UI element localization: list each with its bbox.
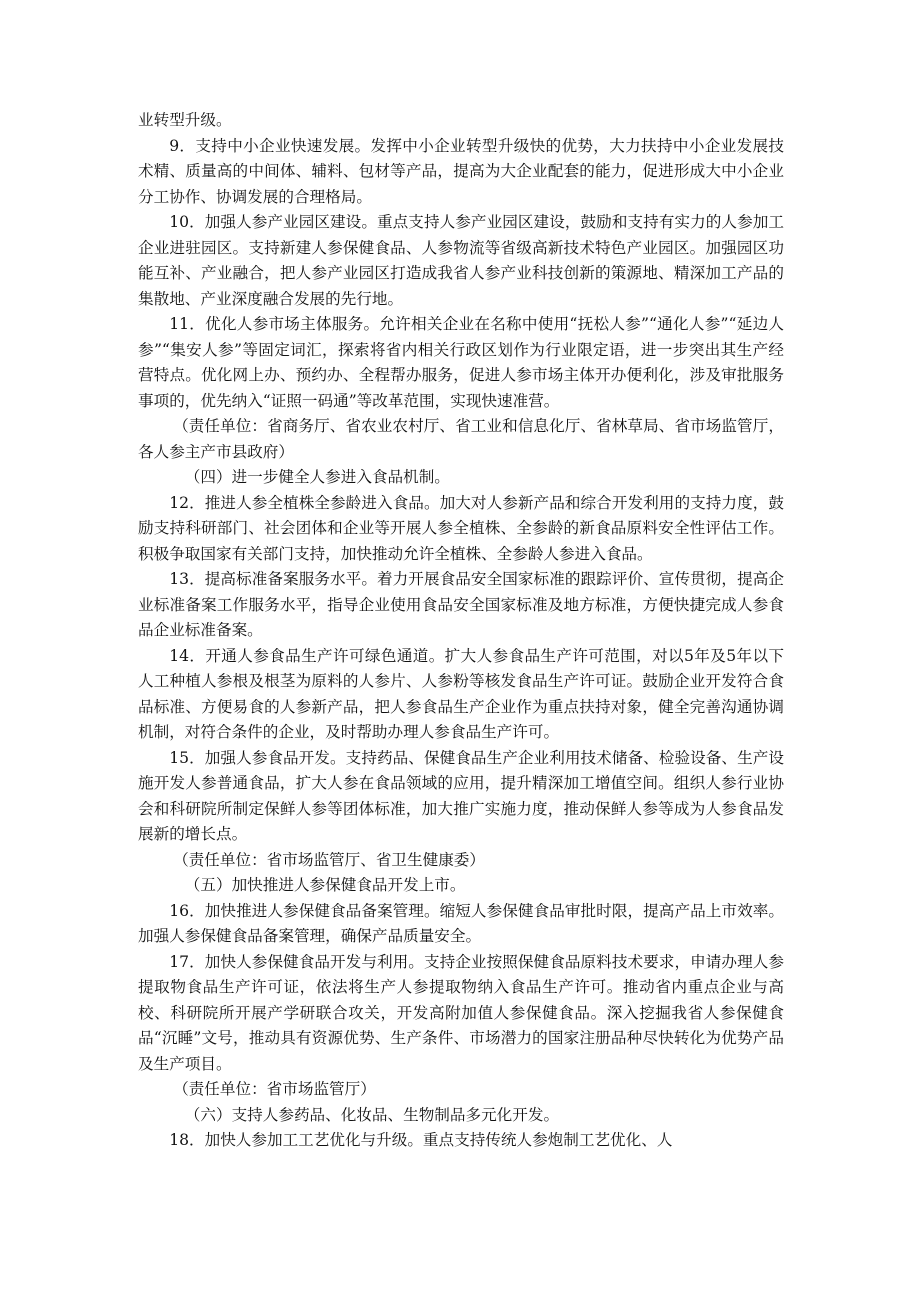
item-14: 14．开通人参食品生产许可绿色通道。扩大人参食品生产许可范围，对以5年及5年以下人工种植人参根及根茎为原料的人参片、人参粉等核发食品生产许可证。鼓励企业开发符合食品标准、方便易食的人参新产品，把人参食品生产企业作为重点扶持对象，健全完善沟通协调机制，对符合条件的企业，及时帮助办理人参食品生产许可。 [138, 646, 784, 741]
item-13: 13．提高标准备案服务水平。着力开展食品安全国家标准的跟踪评价、宣传贯彻，提高企业标准备案工作服务水平，指导企业使用食品安全国家标准及地方标准，方便快捷完成人参食品企业标准备案。 [138, 570, 784, 639]
section-heading-6: （六）支持人参药品、化妆品、生物制品多元化开发。 [184, 1105, 560, 1124]
responsible-units-2: （责任单位：省市场监管厅、省卫生健康委） [173, 850, 485, 869]
responsible-units-1: （责任单位：省商务厅、省农业农村厅、省工业和信息化厅、省林草局、省市场监管厅，各人参主产市县政府） [138, 417, 784, 461]
item-17: 17．加快人参保健食品开发与利用。支持企业按照保健食品原料技术要求，申请办理人参提取物食品生产许可证，依法将生产人参提取物纳入食品生产许可。推动省内重点企业与高校、科研院所开展产学研联合攻关，开发高附加值人参保健食品。深入挖掘我省人参保健食品“沉睡”文号，推动具有资源优势、生产条件、市场潜力的国家注册品种尽快转化为优势产品及生产项目。 [138, 952, 784, 1073]
item-12: 12．推进人参全植株全参龄进入食品。加大对人参新产品和综合开发利用的支持力度，鼓励支持科研部门、社会团体和企业等开展人参全植株、全参龄的新食品原料安全性评估工作。积极争取国家有关部门支持，加快推动允许全植株、全参龄人参进入食品。 [138, 493, 784, 563]
paragraph-continuation: 业转型升级。 [138, 111, 232, 129]
responsible-units-3: （责任单位：省市场监管厅） [173, 1080, 376, 1098]
section-heading-5: （五）加快推进人参保健食品开发上市。 [184, 876, 466, 894]
item-16: 16．加快推进人参保健食品备案管理。缩短人参保健食品审批时限，提高产品上市效率。加强人参保健食品备案管理，确保产品质量安全。 [138, 901, 784, 945]
document-page [138, 108, 784, 1154]
item-15: 15．加强人参食品开发。支持药品、保健食品生产企业利用技术储备、检验设备、生产设施开发人参普通食品，扩大人参在食品领域的应用，提升精深加工增值空间。组织人参行业协会和科研院所制定保鲜人参等团体标准，加大推广实施力度，推动保鲜人参等成为人参食品发展新的增长点。 [138, 748, 784, 843]
item-9: 9．支持中小企业快速发展。发挥中小企业转型升级快的优势，大力扶持中小企业发展技术精、质量高的中间体、辅料、包材等产品，提高为大企业配套的能力，促进形成大中小企业分工协作、协调发展的合理格局。 [138, 136, 784, 206]
item-11: 11．优化人参市场主体服务。允许相关企业在名称中使用“抚松人参”“通化人参”“延边人参”“集安人参”等固定词汇，探索将省内相关行政区划作为行业限定语，进一步突出其生产经营特点。优化网上办、预约办、全程帮办服务，促进人参市场主体开办便利化，涉及审批服务事项的，优先纳入“证照一码通”等改革范围，实现快速准营。 [138, 315, 784, 410]
section-heading-4: （四）进一步健全人参进入食品机制。 [184, 468, 450, 486]
item-10: 10．加强人参产业园区建设。重点支持人参产业园区建设，鼓励和支持有实力的人参加工企业进驻园区。支持新建人参保健食品、人参物流等省级高新技术特色产业园区。加强园区功能互补、产业融合，把人参产业园区打造成我省人参产业科技创新的策源地、精深加工产品的集散地、产业深度融合发展的先行地。 [138, 213, 784, 308]
item-18: 18．加快人参加工工艺优化与升级。重点支持传统人参炮制工艺优化、人 [169, 1131, 673, 1149]
